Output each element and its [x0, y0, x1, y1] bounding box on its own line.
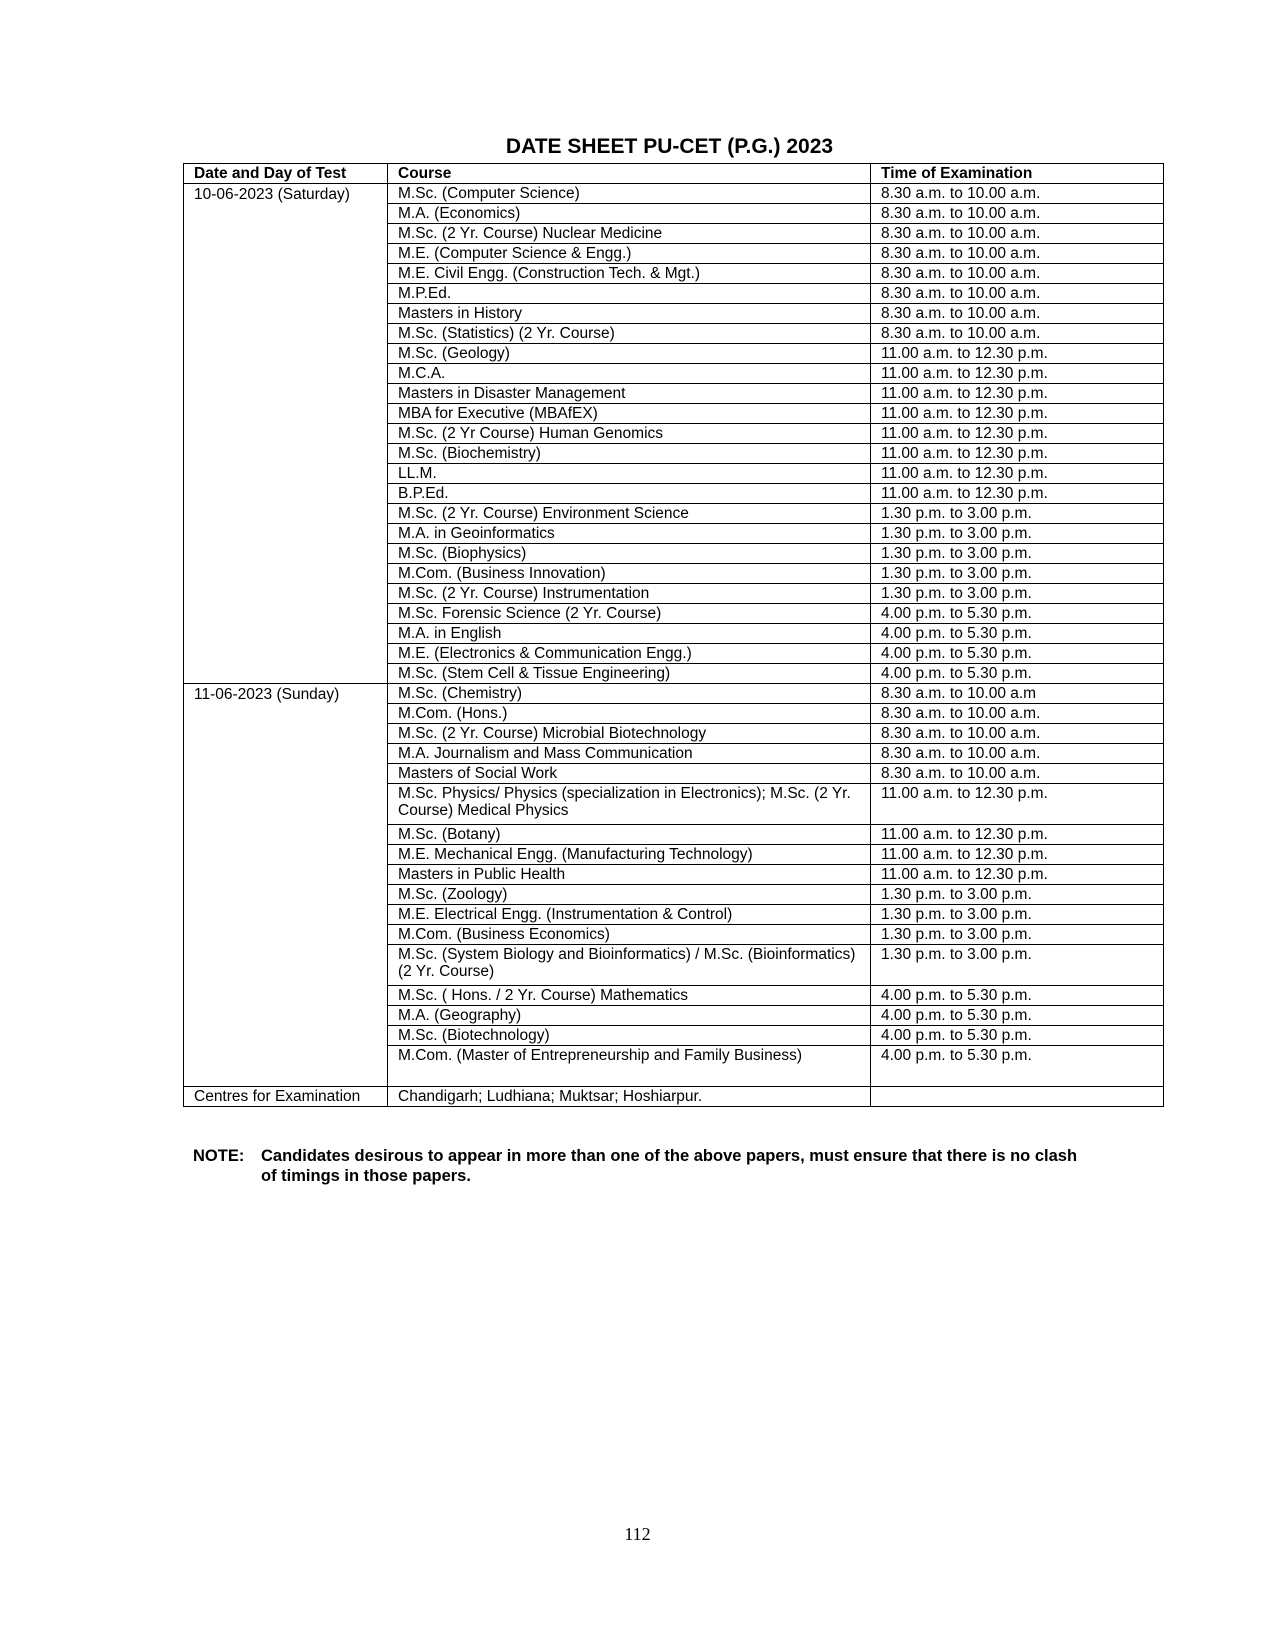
course-cell: LL.M. [388, 464, 871, 484]
course-cell: M.Sc. (Statistics) (2 Yr. Course) [388, 324, 871, 344]
course-cell: M.E. Electrical Engg. (Instrumentation & Control) [388, 905, 871, 925]
course-cell: M.Sc. Forensic Science (2 Yr. Course) [388, 604, 871, 624]
exam-time-cell: 11.00 a.m. to 12.30 p.m. [871, 404, 1164, 424]
centres-time-cell [871, 1087, 1164, 1107]
table-header-row [184, 164, 1164, 184]
course-cell: M.E. Civil Engg. (Construction Tech. & Mgt.) [388, 264, 871, 284]
course-cell: M.Sc. (Zoology) [388, 885, 871, 905]
table-row [184, 184, 1164, 204]
exam-time-cell: 11.00 a.m. to 12.30 p.m. [871, 865, 1164, 885]
exam-time-cell: 1.30 p.m. to 3.00 p.m. [871, 504, 1164, 524]
header-date-day: Date and Day of Test [184, 164, 388, 184]
exam-time-cell: 4.00 p.m. to 5.30 p.m. [871, 624, 1164, 644]
date-sheet-table [183, 163, 1164, 1107]
exam-time-cell: 8.30 a.m. to 10.00 a.m [871, 684, 1164, 704]
course-cell: Masters in History [388, 304, 871, 324]
course-cell: M.C.A. [388, 364, 871, 384]
exam-time-cell: 1.30 p.m. to 3.00 p.m. [871, 925, 1164, 945]
note-text: Candidates desirous to appear in more than one of the above papers, must ensure that there is no clash of timings in those papers. [261, 1147, 1078, 1185]
course-cell: B.P.Ed. [388, 484, 871, 504]
exam-time-cell: 11.00 a.m. to 12.30 p.m. [871, 364, 1164, 384]
course-cell: M.Sc. (Stem Cell & Tissue Engineering) [388, 664, 871, 684]
course-cell: M.Com. (Business Innovation) [388, 564, 871, 584]
exam-time-cell: 4.00 p.m. to 5.30 p.m. [871, 1046, 1164, 1087]
exam-time-cell: 11.00 a.m. to 12.30 p.m. [871, 444, 1164, 464]
course-cell: MBA for Executive (MBAfEX) [388, 404, 871, 424]
exam-time-cell: 11.00 a.m. to 12.30 p.m. [871, 484, 1164, 504]
course-cell: M.Sc. (Computer Science) [388, 184, 871, 204]
course-cell: M.A. in English [388, 624, 871, 644]
course-cell: M.E. Mechanical Engg. (Manufacturing Technology) [388, 845, 871, 865]
exam-time-cell: 4.00 p.m. to 5.30 p.m. [871, 604, 1164, 624]
exam-time-cell: 8.30 a.m. to 10.00 a.m. [871, 244, 1164, 264]
exam-time-cell: 8.30 a.m. to 10.00 a.m. [871, 744, 1164, 764]
course-cell: M.A. (Economics) [388, 204, 871, 224]
exam-time-cell: 1.30 p.m. to 3.00 p.m. [871, 584, 1164, 604]
page-title: DATE SHEET PU-CET (P.G.) 2023 [505, 135, 834, 158]
exam-time-cell: 4.00 p.m. to 5.30 p.m. [871, 1026, 1164, 1046]
course-cell: M.Sc. (Biotechnology) [388, 1026, 871, 1046]
exam-time-cell: 8.30 a.m. to 10.00 a.m. [871, 324, 1164, 344]
exam-time-cell: 1.30 p.m. to 3.00 p.m. [871, 905, 1164, 925]
exam-time-cell: 11.00 a.m. to 12.30 p.m. [871, 424, 1164, 444]
exam-time-cell: 11.00 a.m. to 12.30 p.m. [871, 845, 1164, 865]
course-cell: M.Sc. (Biochemistry) [388, 444, 871, 464]
course-cell: Masters in Public Health [388, 865, 871, 885]
course-cell: M.Sc. (Chemistry) [388, 684, 871, 704]
course-cell: M.A. Journalism and Mass Communication [388, 744, 871, 764]
course-cell: M.P.Ed. [388, 284, 871, 304]
exam-time-cell: 11.00 a.m. to 12.30 p.m. [871, 825, 1164, 845]
exam-time-cell: 11.00 a.m. to 12.30 p.m. [871, 464, 1164, 484]
course-cell: M.E. (Electronics & Communication Engg.) [388, 644, 871, 664]
page-number: 112 [624, 1524, 651, 1544]
exam-time-cell: 8.30 a.m. to 10.00 a.m. [871, 264, 1164, 284]
test-day-cell: 11-06-2023 (Sunday) [184, 684, 388, 1087]
exam-time-cell: 4.00 p.m. to 5.30 p.m. [871, 664, 1164, 684]
exam-time-cell: 8.30 a.m. to 10.00 a.m. [871, 284, 1164, 304]
course-cell: M.Sc. (2 Yr. Course) Environment Science [388, 504, 871, 524]
centres-list: Chandigarh; Ludhiana; Muktsar; Hoshiarpur. [388, 1087, 871, 1107]
course-cell: M.Sc. (Geology) [388, 344, 871, 364]
centres-label: Centres for Examination [184, 1087, 388, 1107]
course-cell: M.Sc. (2 Yr. Course) Instrumentation [388, 584, 871, 604]
exam-time-cell: 4.00 p.m. to 5.30 p.m. [871, 644, 1164, 664]
course-cell: M.Sc. Physics/ Physics (specialization in Electronics); M.Sc. (2 Yr. Course) Medical Physics [388, 784, 871, 825]
exam-time-cell: 8.30 a.m. to 10.00 a.m. [871, 704, 1164, 724]
exam-time-cell: 8.30 a.m. to 10.00 a.m. [871, 224, 1164, 244]
header-time: Time of Examination [871, 164, 1164, 184]
header-course: Course [388, 164, 871, 184]
course-cell: Masters of Social Work [388, 764, 871, 784]
course-cell: M.Sc. (2 Yr. Course) Nuclear Medicine [388, 224, 871, 244]
exam-time-cell: 4.00 p.m. to 5.30 p.m. [871, 1006, 1164, 1026]
exam-time-cell: 8.30 a.m. to 10.00 a.m. [871, 204, 1164, 224]
exam-time-cell: 11.00 a.m. to 12.30 p.m. [871, 384, 1164, 404]
exam-time-cell: 8.30 a.m. to 10.00 a.m. [871, 764, 1164, 784]
course-cell: M.Sc. (2 Yr. Course) Microbial Biotechnology [388, 724, 871, 744]
course-cell: M.Sc. (2 Yr Course) Human Genomics [388, 424, 871, 444]
course-cell: M.Com. (Business Economics) [388, 925, 871, 945]
course-cell: M.Sc. (Biophysics) [388, 544, 871, 564]
exam-time-cell: 4.00 p.m. to 5.30 p.m. [871, 986, 1164, 1006]
exam-time-cell: 1.30 p.m. to 3.00 p.m. [871, 524, 1164, 544]
exam-time-cell: 11.00 a.m. to 12.30 p.m. [871, 784, 1164, 825]
test-day-cell: 10-06-2023 (Saturday) [184, 184, 388, 684]
course-cell: M.A. in Geoinformatics [388, 524, 871, 544]
course-cell: M.Com. (Master of Entrepreneurship and Family Business) [388, 1046, 871, 1087]
exam-time-cell: 1.30 p.m. to 3.00 p.m. [871, 544, 1164, 564]
note-label: NOTE: [193, 1147, 245, 1165]
centres-row [184, 1087, 1164, 1107]
course-cell: M.Com. (Hons.) [388, 704, 871, 724]
table-body [184, 184, 1164, 1107]
course-cell: M.E. (Computer Science & Engg.) [388, 244, 871, 264]
exam-time-cell: 1.30 p.m. to 3.00 p.m. [871, 564, 1164, 584]
table-row [184, 684, 1164, 704]
course-cell: Masters in Disaster Management [388, 384, 871, 404]
course-cell: M.Sc. ( Hons. / 2 Yr. Course) Mathematics [388, 986, 871, 1006]
exam-time-cell: 1.30 p.m. to 3.00 p.m. [871, 885, 1164, 905]
exam-time-cell: 8.30 a.m. to 10.00 a.m. [871, 304, 1164, 324]
course-cell: M.Sc. (Botany) [388, 825, 871, 845]
course-cell: M.A. (Geography) [388, 1006, 871, 1026]
exam-time-cell: 1.30 p.m. to 3.00 p.m. [871, 945, 1164, 986]
exam-time-cell: 11.00 a.m. to 12.30 p.m. [871, 344, 1164, 364]
note [193, 1146, 1093, 1186]
course-cell: M.Sc. (System Biology and Bioinformatics) / M.Sc. (Bioinformatics) (2 Yr. Course) [388, 945, 871, 986]
exam-time-cell: 8.30 a.m. to 10.00 a.m. [871, 724, 1164, 744]
exam-time-cell: 8.30 a.m. to 10.00 a.m. [871, 184, 1164, 204]
